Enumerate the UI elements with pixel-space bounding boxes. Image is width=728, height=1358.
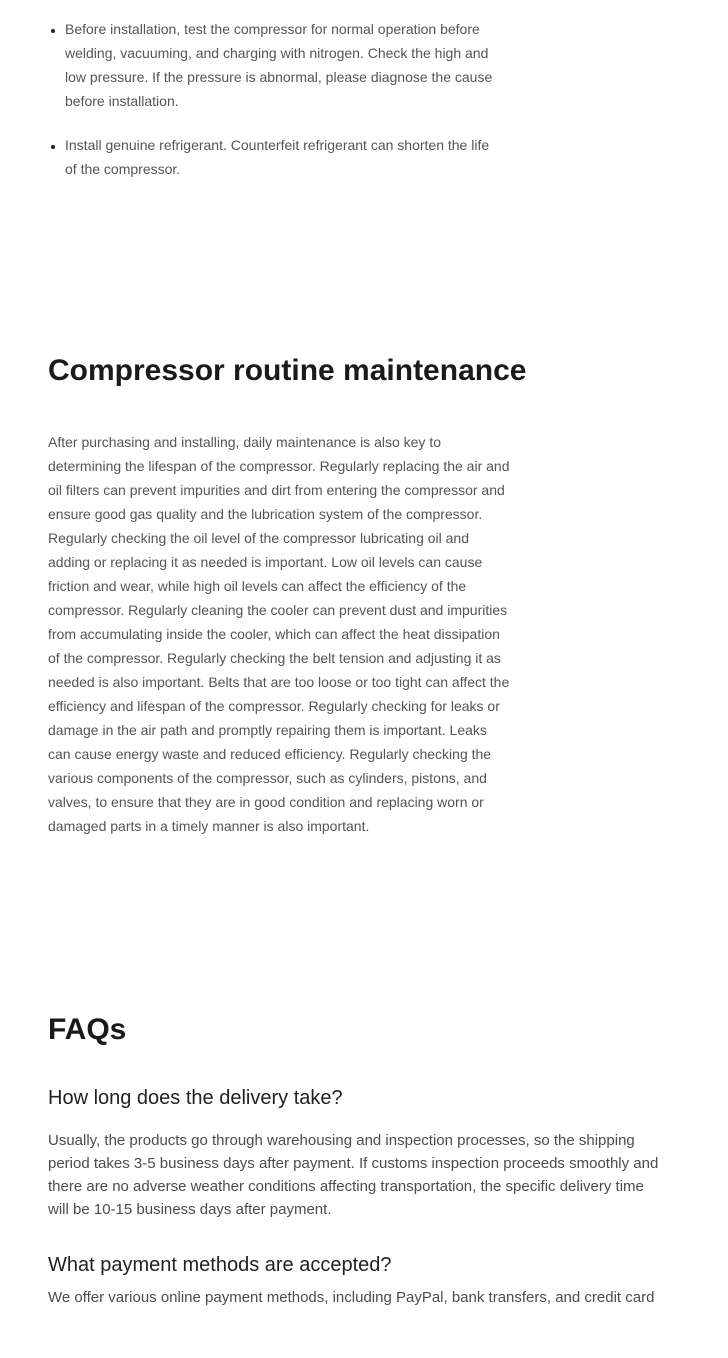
installation-notes-list (48, 17, 497, 181)
faqs-section-heading: FAQs (48, 1013, 127, 1046)
faq-answer-payment: We offer various online payment methods, including PayPal, bank transfers, and credit card (48, 1289, 655, 1306)
maintenance-body-paragraph: After purchasing and installing, daily maintenance is also key to determining the lifespan of the compressor. Regularly replacing the air and oil filters can prevent impurities and dirt from entering the compressor and ensure good gas quality and the lubrication system of the compressor. Regularly checking the oil level of the compressor lubricating oil and adding or replacing it as needed is important. Low oil levels can cause friction and wear, while high oil levels can affect the efficiency of the compressor. Regularly cleaning the cooler can prevent dust and impurities from accumulating inside the cooler, which can affect the heat dissipation of the compressor. Regularly checking the belt tension and adjusting it as needed is also important. Belts that are too loose or too tight can affect the efficiency and lifespan of the compressor. Regularly checking for leaks or damage in the air path and promptly repairing them is important. Leaks can cause energy waste and reduced efficiency. Regularly checking the various components of the compressor, such as cylinders, pistons, and valves, to ensure that they are in good condition and replacing worn or damaged parts in a timely manner is also important. (48, 434, 510, 834)
list-item: • Install genuine refrigerant. Counterfeit refrigerant can shorten the life of the compressor. (65, 133, 497, 181)
list-item: • Before installation, test the compressor for normal operation before welding, vacuuming, and charging with nitrogen. Check the high and low pressure. If the pressure is abnormal, please diagnose the cause before installation. (65, 17, 497, 113)
faq-question-payment: What payment methods are accepted? (48, 1254, 392, 1276)
faq-question-delivery: How long does the delivery take? (48, 1087, 343, 1109)
faq-answer-delivery: Usually, the products go through warehousing and inspection processes, so the shipping period takes 3-5 business days after payment. If customs inspection proceeds smoothly and there are no adverse weather conditions affecting transportation, the specific delivery time will be 10-15 business days after payment. (48, 1132, 659, 1218)
maintenance-section-heading: Compressor routine maintenance (48, 354, 527, 387)
